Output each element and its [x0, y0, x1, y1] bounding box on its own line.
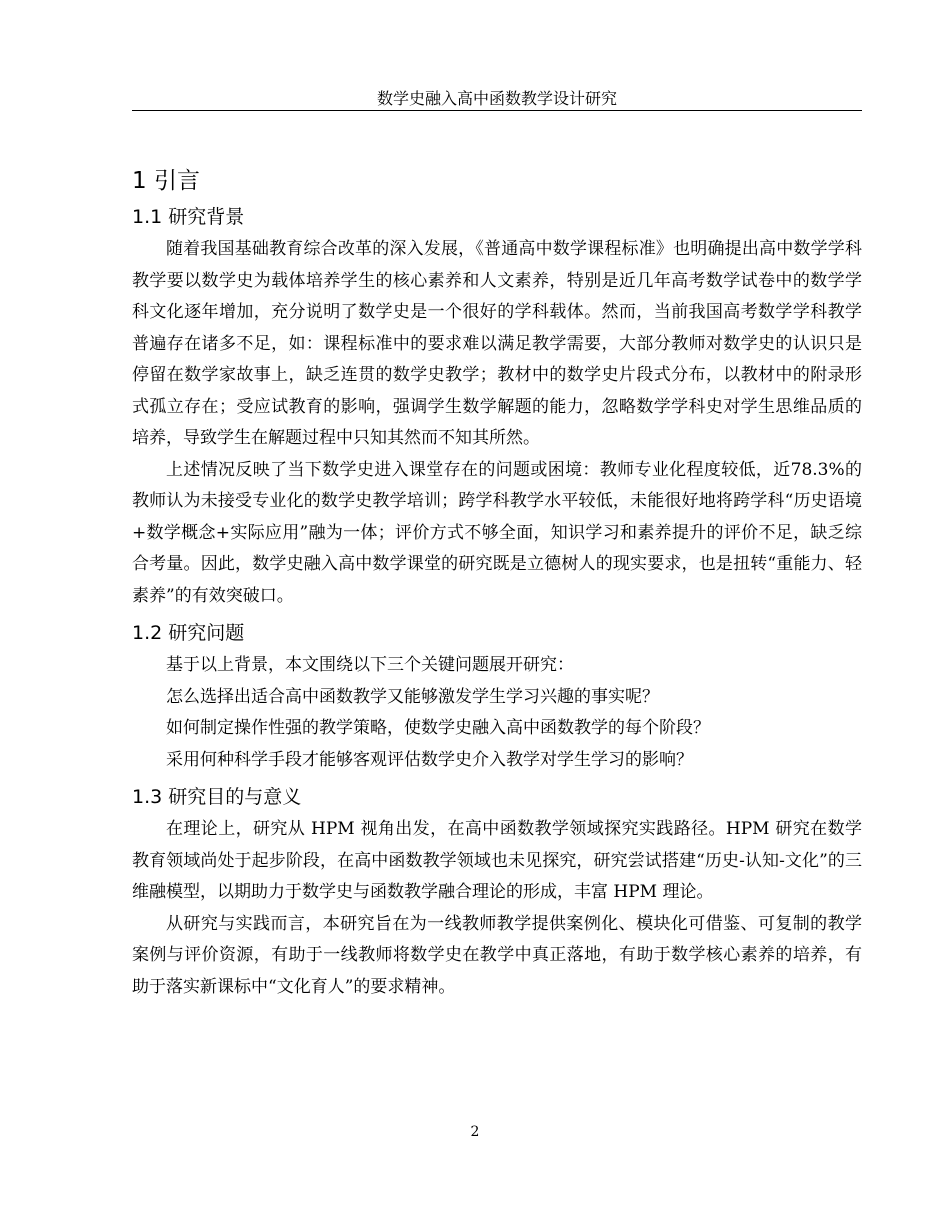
running-header: 数学史融入高中函数教学设计研究 — [132, 90, 862, 111]
paragraph: 上述情况反映了当下数学史进入课堂存在的问题或困境：教师专业化程度较低，近78.3%的教师认为未接受专业化的数学史教学培训；跨学科教学水平较低，未能很好地将跨学科“历史语境+数学概念+实际应用”融为一体；评价方式不够全面，知识学习和素养提升的评价不足，缺乏综合考量。因此，数学史融入高中数学课堂的研究既是立德树人的现实要求，也是扭转“重能力、轻素养”的有效突破口。 — [132, 459, 862, 606]
research-question: 采用何种科学手段才能够客观评估数学史介入教学对学生学习的影响？ — [166, 749, 693, 770]
page-number: 2 — [470, 1124, 480, 1140]
section-heading-1: 1 引言 — [132, 168, 200, 194]
research-question: 如何制定操作性强的教学策略，使数学史融入高中函数教学的每个阶段？ — [166, 718, 710, 738]
paragraph: 随着我国基础教育综合改革的深入发展，《普通高中数学课程标准》也明确提出高中数学学科教学要以数学史为载体培养学生的核心素养和人文素养，特别是近几年高考数学试卷中的数学学科文化逐年增加，充分说明了数学史是一个很好的学科载体。然而，当前我国高考数学学科教学普遍存在诸多不足，如：课程标准中的要求难以满足教学需要，大部分教师对数学史的认识只是停留在数学家故事上，缺乏连贯的数学史教学；教材中的数学史片段式分布，以教材中的附录形式孤立存在；受应试教育的影响，强调学生数学解题的能力，忽略数学学科史对学生思维品质的培养，导致学生在解题过程中只知其然而不知其所然。 — [132, 239, 862, 448]
section-heading-1-2: 1.2 研究问题 — [132, 622, 245, 644]
paragraph: 基于以上背景，本文围绕以下三个关键问题展开研究： — [166, 655, 574, 675]
research-question: 怎么选择出适合高中函数教学又能够激发学生学习兴趣的事实呢？ — [166, 686, 659, 707]
section-heading-1-3: 1.3 研究目的与意义 — [132, 786, 302, 808]
paragraph: 在理论上，研究从 HPM 视角出发，在高中函数教学领域探究实践路径。HPM 研究在数学教育领域尚处于起步阶段，在高中函数教学领域也未见探究，研究尝试搭建“历史-认知-文化”的三维融模型，以期助力于数学史与函数教学融合理论的形成，丰富 HPM 理论。 — [132, 819, 862, 902]
paragraph: 从研究与实践而言，本研究旨在为一线教师教学提供案例化、模块化可借鉴、可复制的教学案例与评价资源，有助于一线教师将数学史在教学中真正落地，有助于数学核心素养的培养，有助于落实新课标中“文化育人”的要求精神。 — [132, 913, 862, 997]
page-body — [132, 160, 862, 1003]
section-heading-1-1: 1.1 研究背景 — [132, 206, 245, 228]
